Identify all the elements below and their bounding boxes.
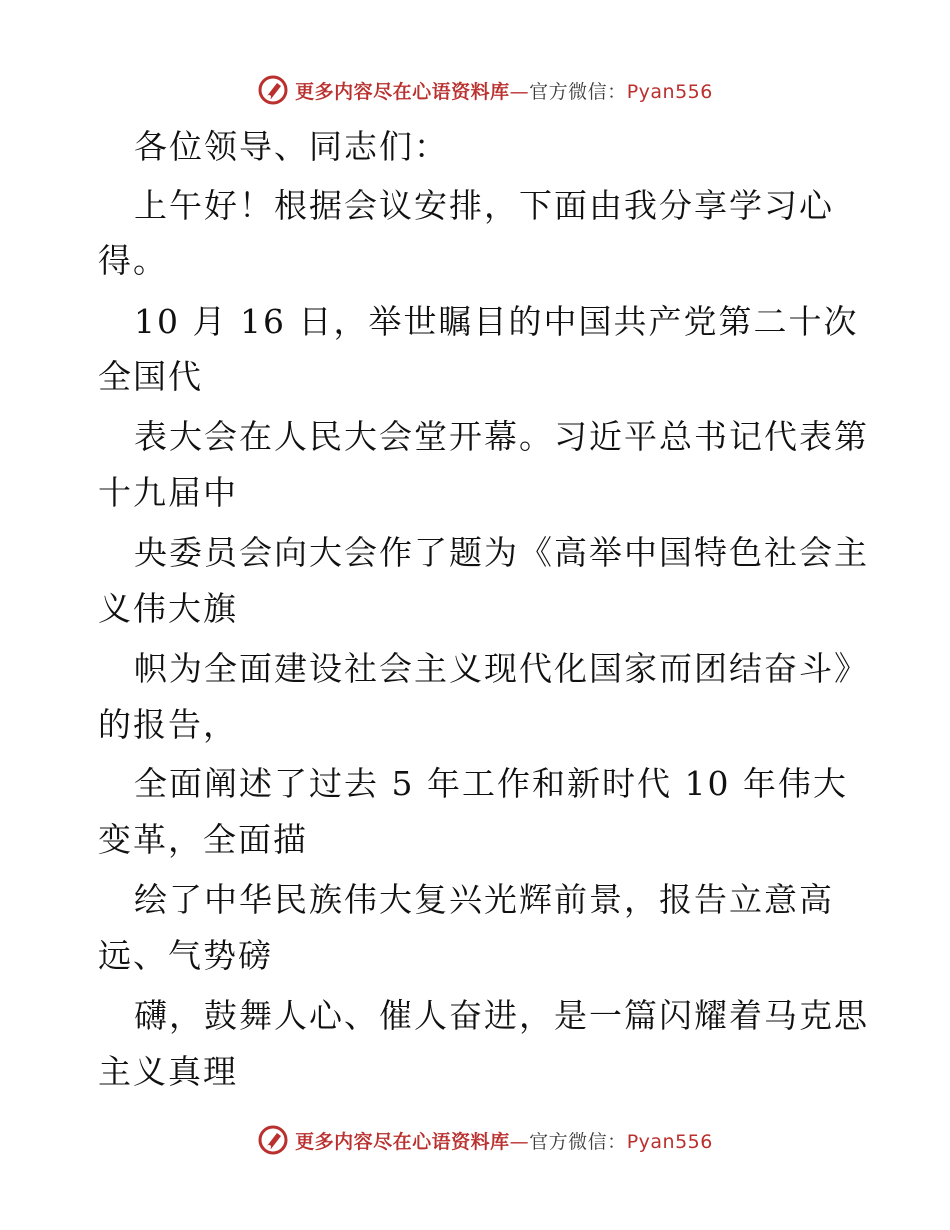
body-line: 义伟大旗 (98, 589, 238, 628)
pen-nib-circle-icon (257, 74, 289, 106)
body-line: 礴，鼓舞人心、催人奋进，是一篇闪耀着马克思 (134, 996, 869, 1035)
body-line: 十九届中 (98, 473, 238, 512)
watermark-main: 更多内容尽在心语资料库 (295, 80, 510, 103)
watermark-main: 更多内容尽在心语资料库 (295, 1130, 510, 1153)
watermark-group (257, 74, 713, 106)
body-line: 各位领导、同志们： (134, 127, 449, 166)
body-line: 得。 (98, 241, 168, 280)
watermark-note: 官方微信： (529, 80, 627, 103)
watermark-separator: — (509, 80, 530, 103)
watermark-id: Pyan556 (626, 1130, 713, 1153)
body-line: 表大会在人民大会堂开幕。习近平总书记代表第 (134, 417, 869, 456)
body-line: 主义真理 (98, 1052, 238, 1091)
body-line: 远、气势磅 (98, 936, 273, 975)
body-line: 全国代 (98, 357, 203, 396)
body-line: 变革，全面描 (98, 820, 308, 859)
body-line: 央委员会向大会作了题为《高举中国特色社会主 (134, 533, 869, 572)
watermark-text (295, 77, 713, 104)
watermark-footer (0, 1120, 950, 1160)
watermark-header (0, 70, 950, 110)
watermark-group (257, 1124, 713, 1156)
watermark-text (295, 1127, 713, 1154)
body-line: 绘了中华民族伟大复兴光辉前景，报告立意高 (134, 880, 834, 919)
body-line: 的报告， (98, 705, 238, 744)
watermark-separator: — (509, 1130, 530, 1153)
body-line: 全面阐述了过去 5 年工作和新时代 10 年伟大 (134, 764, 848, 803)
pen-nib-circle-icon (257, 1124, 289, 1156)
body-line: 帜为全面建设社会主义现代化国家而团结奋斗》 (134, 649, 869, 688)
body-line: 上午好！根据会议安排，下面由我分享学习心 (134, 186, 834, 225)
watermark-note: 官方微信： (529, 1130, 627, 1153)
watermark-id: Pyan556 (626, 80, 713, 103)
body-line: 10 月 16 日，举世瞩目的中国共产党第二十次 (134, 302, 859, 341)
